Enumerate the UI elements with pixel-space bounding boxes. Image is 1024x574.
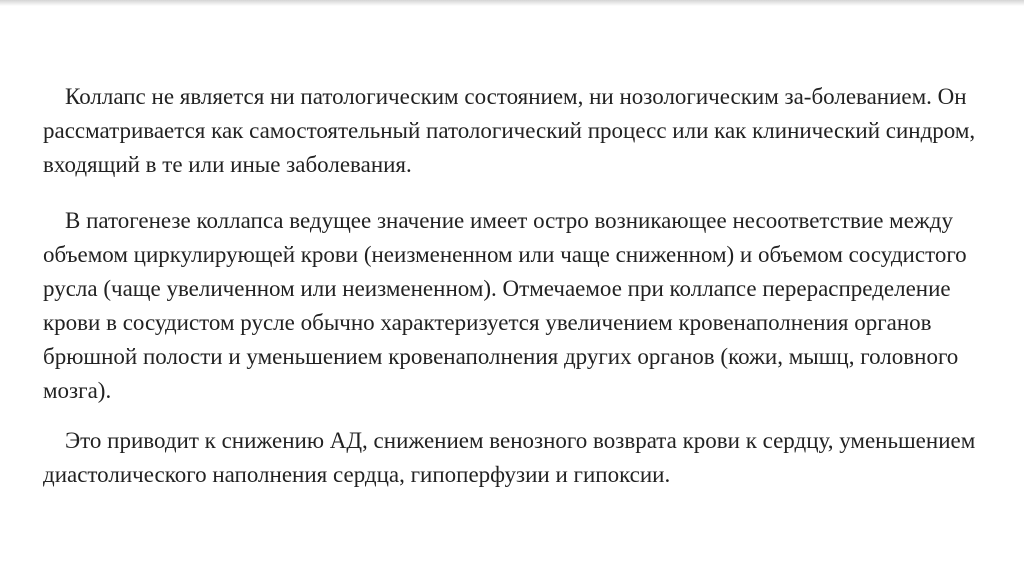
paragraph-pathogenesis: В патогенезе коллапса ведущее значение имеет остро возникающее несоответствие между объемом циркулирующей крови (неизмененном или чаще сниженном) и объемом сосудистого русла (чаще увеличенном или неизмененном). Отмечаемое при коллапсе перераспределение крови в сосудистом русле обычно характеризуется увеличением кровенаполнения органов брюшной полости и уменьшением кровенаполнения других органов (кожи, мышц, головного мозга).	[43, 208, 967, 403]
slide-text-body	[43, 80, 978, 492]
paragraph-collapse-definition: Коллапс не является ни патологическим состоянием, ни нозологическим за-болеванием. Он рассматривается как самостоятельный патологический процесс или как клинический синдром, входящий в те или иные заболевания.	[43, 84, 976, 177]
paragraph-consequences: Это приводит к снижению АД, снижением венозного возврата крови к сердцу, уменьшением диастолического наполнения сердца, гипоперфузии и гипоксии.	[43, 428, 976, 487]
slide-top-edge	[0, 0, 1024, 6]
